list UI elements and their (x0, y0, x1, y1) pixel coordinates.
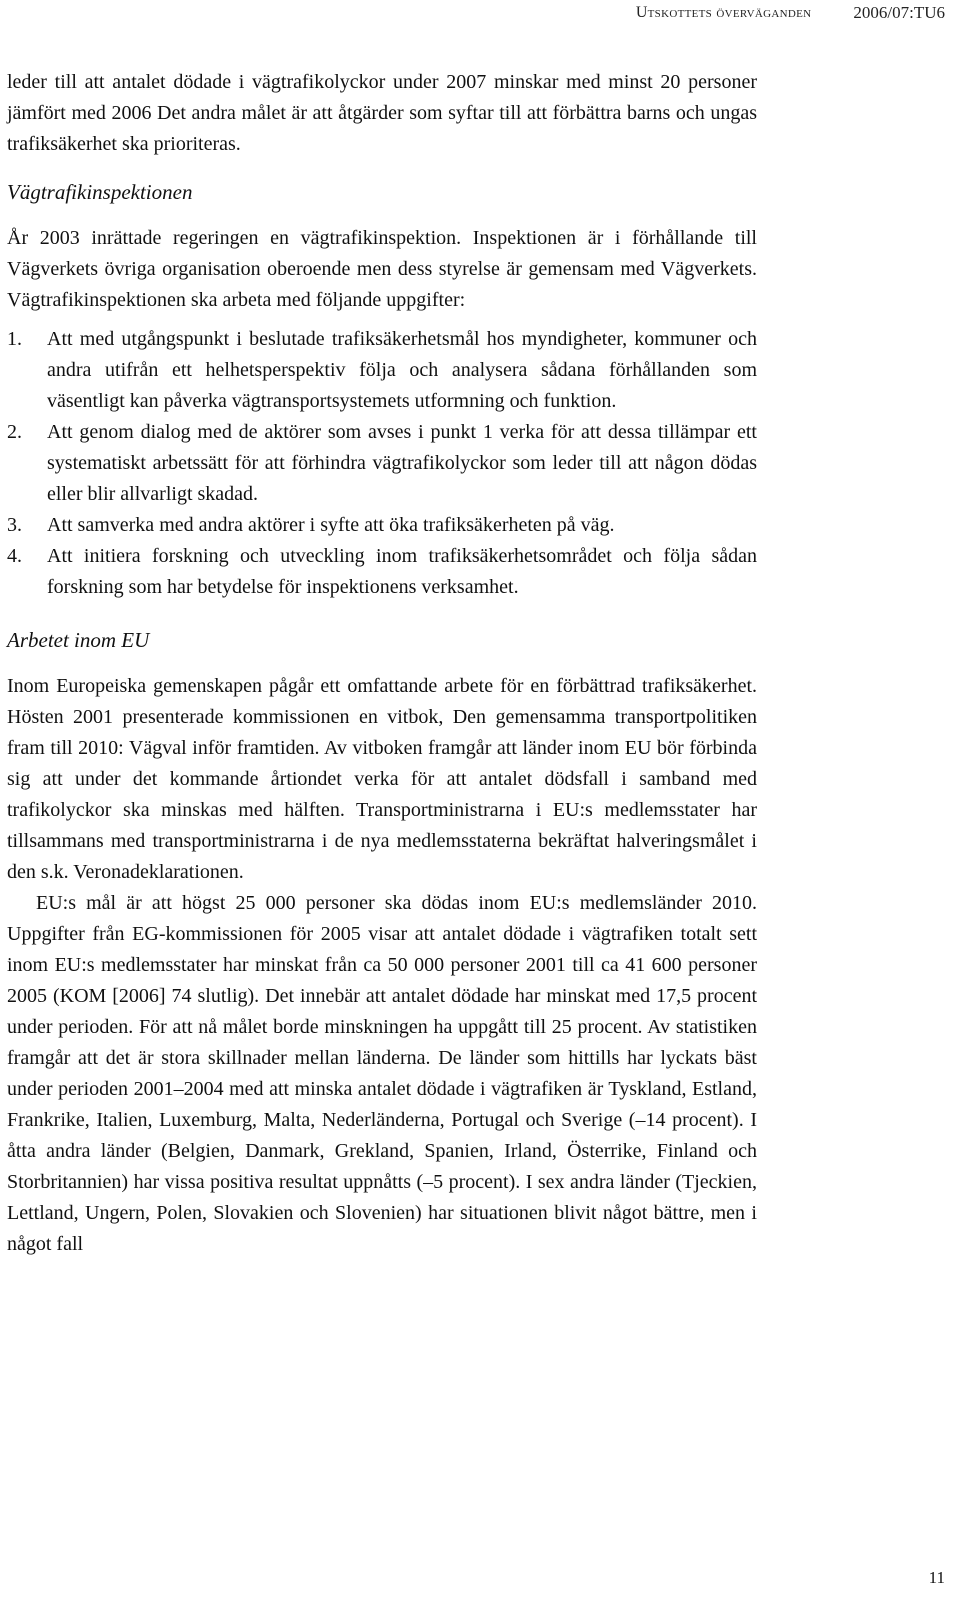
running-header (636, 0, 945, 26)
list-item (7, 510, 757, 541)
intro-paragraph: leder till att antalet dödade i vägtrafikolyckor under 2007 minskar med minst 20 personer jämfört med 2006 Det andra målet är att åtgärder som syftar till att förbättra barns och ungas trafiksäkerhet ska prioriteras. (7, 71, 757, 155)
list-item-text: Att med utgångspunkt i beslutade trafiksäkerhetsmål hos myndigheter, kommuner och andra utifrån ett helhetsperspektiv följa och analysera sådana förhållanden som väsentligt kan påverka vägtransportsystemets utformning och funktion. (47, 328, 757, 412)
list-item (7, 541, 757, 603)
list-item-text: Att initiera forskning och utveckling inom trafiksäkerhetsområdet och följa sådan forskning som har betydelse för inspektionens verksamhet. (47, 545, 757, 598)
list-item-number: 2. (7, 421, 22, 443)
section2-paragraph-1: Inom Europeiska gemenskapen pågår ett omfattande arbete för en förbättrad trafiksäkerhet. Hösten 2001 presenterade kommissionen en vitbok, Den gemensamma transportpolitiken fram till 2010: Vägval inför framtiden. Av vitboken framgår att länder inom EU bör förbinda sig att under det kommande årtiondet verka för att antalet dödsfall i samband med trafikolyckor ska minskas med hälften. Transportministrarna i EU:s medlemsstater har tillsammans med transportministrarna i de nya medlemsstaterna bekräftat halveringsmålet i den s.k. Veronadeklarationen. (7, 675, 757, 883)
list-item-number: 4. (7, 545, 22, 567)
list-item-number: 3. (7, 514, 22, 536)
list-item (7, 324, 757, 417)
page-body (7, 67, 757, 1260)
section2-paragraph-2: EU:s mål är att högst 25 000 personer ska dödas inom EU:s medlemsländer 2010. Uppgifter från EG-kommissionen för 2005 visar att antalet dödade i vägtrafiken totalt sett inom EU:s medlemsstater har minskat från ca 50 000 personer 2001 till ca 41 600 personer 2005 (KOM [2006] 74 slutlig). Det innebär att antalet dödade har minskat med 17,5 procent under perioden. För att nå målet borde minskningen ha uppgått till 25 procent. Av statistiken framgår att det är stora skillnader mellan länderna. De länder som hittills har lyckats bäst under perioden 2001–2004 med att minska antalet dödade i vägtrafiken är Tyskland, Estland, Frankrike, Italien, Luxemburg, Malta, Nederländerna, Portugal och Sverige (–14 procent). I åtta andra länder (Belgien, Danmark, Grekland, Spanien, Irland, Österrike, Finland och Storbritannien) har vissa positiva resultat uppnåtts (–5 procent). I sex andra länder (Tjeckien, Lettland, Ungern, Polen, Slovakien och Slovenien) har situationen blivit något bättre, men i något fall (7, 892, 757, 1255)
header-document-id: 2006/07:TU6 (853, 3, 945, 22)
section-heading-vagtrafikinspektionen: Vägtrafikinspektionen (7, 180, 193, 204)
section1-paragraph: År 2003 inrättade regeringen en vägtrafikinspektion. Inspektionen är i förhållande till Vägverkets övriga organisation oberoende men dess styrelse är gemensam med Vägverkets. Vägtrafikinspektionen ska arbeta med följande uppgifter: (7, 227, 757, 311)
section-heading-arbetet-inom-eu: Arbetet inom EU (7, 628, 150, 652)
task-list (7, 324, 757, 603)
list-item (7, 417, 757, 510)
list-item-number: 1. (7, 328, 22, 350)
list-item-text: Att samverka med andra aktörer i syfte att öka trafiksäkerheten på väg. (47, 514, 615, 536)
list-item-text: Att genom dialog med de aktörer som avses i punkt 1 verka för att dessa tillämpar ett systematiskt arbetssätt för att förhindra vägtrafikolyckor som leder till att någon dödas eller blir allvarligt skadad. (47, 421, 757, 505)
header-section-title: Utskottets överväganden (635, 4, 812, 21)
page-number: 11 (928, 1568, 945, 1587)
